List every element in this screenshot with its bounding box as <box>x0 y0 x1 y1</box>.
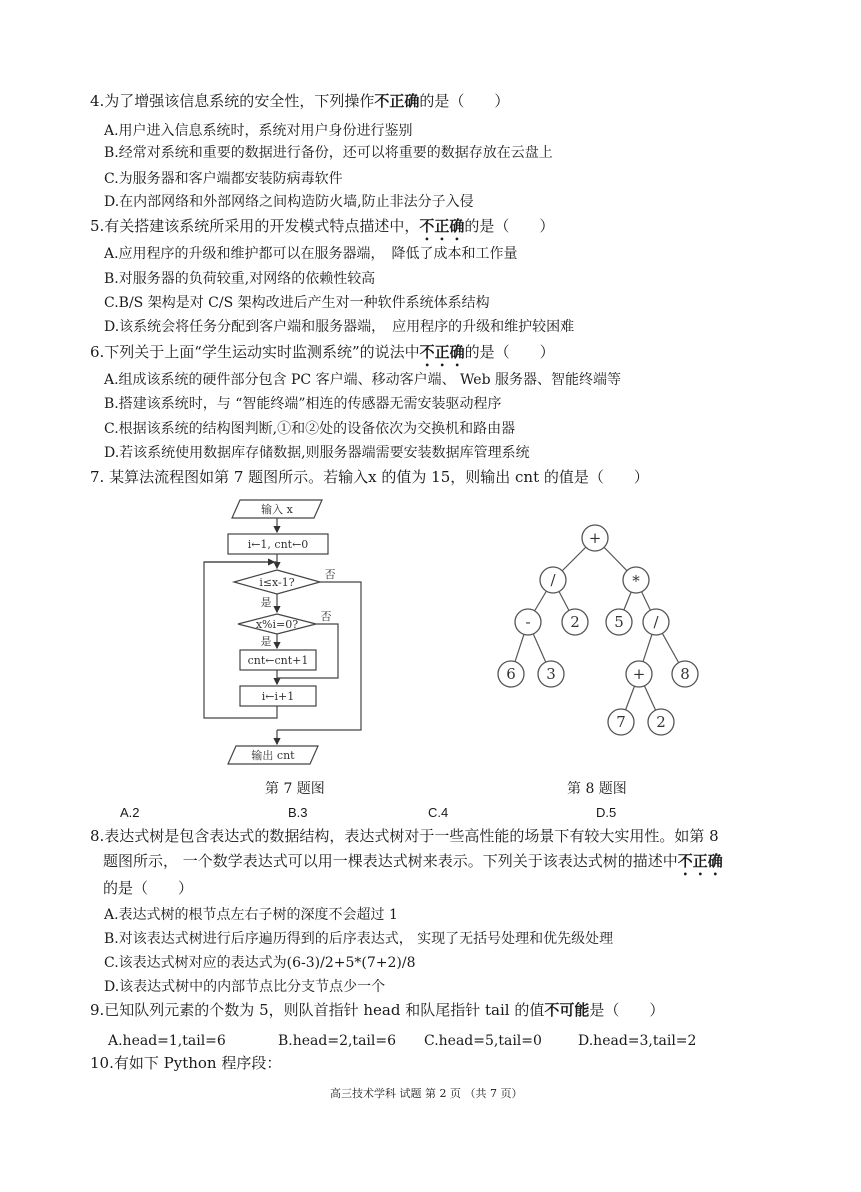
q7-choice-a: A.2 <box>120 805 140 820</box>
q9-option-d: D.head=3,tail=2 <box>578 1033 697 1049</box>
q8-option-c: C.该表达式树对应的表达式为(6-3)/2+5*(7+2)/8 <box>104 955 416 971</box>
flow-cond1-label: i≤x-1? <box>259 576 295 589</box>
q5-option-d: D.该系统会将任务分配到客户端和服务器端， 应用程序的升级和维护较困难 <box>104 319 575 335</box>
q4-option-b: B.经常对系统和重要的数据进行备份，还可以将重要的数据存放在云盘上 <box>104 145 553 161</box>
expression-tree-figure <box>495 514 705 746</box>
tree-node: 5 <box>614 613 624 631</box>
q4-emphasis: 不正确 <box>374 92 420 110</box>
tree-node: * <box>632 572 640 590</box>
q9-option-a: A.head=1,tail=6 <box>108 1033 226 1049</box>
flow-init-label: i←1, cnt←0 <box>247 538 309 551</box>
tree-node-root: + <box>588 529 602 547</box>
q5-option-b: B.对服务器的负荷较重,对网络的依赖性较高 <box>104 271 376 287</box>
q4-option-c: C.为服务器和客户端都安装防病毒软件 <box>104 171 343 187</box>
q8-figure-caption: 第 8 题图 <box>567 781 627 797</box>
tree-node: 7 <box>616 713 626 731</box>
q7-choice-d: D.5 <box>596 805 617 820</box>
tree-node: - <box>525 613 531 631</box>
q6-option-b: B.搭建该系统时，与 “智能终端”相连的传感器无需安装驱动程序 <box>104 396 502 412</box>
q4-stem: 4.为了增强该信息系统的安全性，下列操作不正确的是（ ） <box>90 92 510 110</box>
tree-node: / <box>550 571 556 589</box>
q7-stem: 7. 某算法流程图如第 7 题图所示。若输入x 的值为 15，则输出 cnt 的值是（ ） <box>90 468 649 486</box>
q6-stem: 6.下列关于上面“学生运动实时监测系统”的说法中不正确的是（ ） <box>90 343 555 361</box>
q6-option-c: C.根据该系统的结构图判断,①和②处的设备依次为交换机和路由器 <box>104 421 516 437</box>
tree-node: + <box>632 665 646 683</box>
q7-choice-c: C.4 <box>428 805 449 820</box>
q8-option-a: A.表达式树的根节点左右子树的深度不会超过 1 <box>104 907 398 923</box>
tree-node: / <box>653 613 659 631</box>
q7-choice-b: B.3 <box>288 805 308 820</box>
page-footer: 高三技术学科 试题 第 2 页 （共 7 页） <box>330 1087 523 1100</box>
q8-option-d: D.该表达式树中的内部节点比分支节点少一个 <box>104 979 386 995</box>
q9-stem: 9.已知队列元素的个数为 5，则队首指针 head 和队尾指针 tail 的值不可能是（ ） <box>90 1001 665 1019</box>
flowchart-figure <box>198 494 373 772</box>
flow-step1-label: cnt←cnt+1 <box>247 654 309 667</box>
flow-no2-label: 否 <box>320 610 332 623</box>
q8-emphasis: 不正确 <box>677 852 723 870</box>
q4-option-d: D.在内部网络和外部网络之间构造防火墙,防止非法分子入侵 <box>104 194 474 210</box>
flow-yes1-label: 是 <box>260 596 272 609</box>
flow-yes2-label: 是 <box>260 635 272 648</box>
q5-option-c: C.B/S 架构是对 C/S 架构改进后产生对一种软件系统体系结构 <box>104 295 490 311</box>
q9-option-c: C.head=5,tail=0 <box>424 1033 542 1049</box>
tree-node: 2 <box>570 613 580 631</box>
flow-input-label: 输入 x <box>261 503 293 516</box>
q9-emphasis: 不可能 <box>544 1001 590 1019</box>
q8-option-b: B.对该表达式树进行后序遍历得到的后序表达式， 实现了无括号处理和优先级处理 <box>104 931 614 947</box>
q9-option-b: B.head=2,tail=6 <box>278 1033 397 1049</box>
q4-option-a: A.用户进入信息系统时，系统对用户身份进行鉴别 <box>104 123 413 139</box>
q6-option-d: D.若该系统使用数据库存储数据,则服务器端需要安装数据库管理系统 <box>104 445 530 461</box>
flow-no1-label: 否 <box>324 568 336 581</box>
q5-option-a: A.应用程序的升级和维护都可以在服务器端， 降低了成本和工作量 <box>104 246 518 262</box>
flow-output-label: 输出 cnt <box>251 749 295 762</box>
q6-option-a: A.组成该系统的硬件部分包含 PC 客户端、移动客户端、 Web 服务器、智能终端等 <box>104 372 621 388</box>
q8-stem-line2: 题图所示， 一个数学表达式可以用一棵表达式树来表示。下列关于该表达式树的描述中不正确 <box>103 852 723 870</box>
q5-stem: 5.有关搭建该系统所采用的开发模式特点描述中，不正确的是（ ） <box>90 217 555 235</box>
q5-emphasis: 不正确 <box>419 217 465 235</box>
tree-node: 6 <box>506 665 516 683</box>
q8-stem-line3: 的是（ ） <box>103 879 194 897</box>
tree-node: 2 <box>656 713 666 731</box>
q8-stem-line1: 8.表达式树是包含表达式的数据结构，表达式树对于一些高性能的场景下有较大实用性。如第 8 <box>90 827 719 845</box>
q7-figure-caption: 第 7 题图 <box>265 781 325 797</box>
q6-emphasis: 不正确 <box>419 343 465 361</box>
flow-cond2-label: x%i=0? <box>255 618 299 631</box>
tree-node: 3 <box>546 665 556 683</box>
tree-node: 8 <box>680 665 690 683</box>
flow-step2-label: i←i+1 <box>261 690 295 703</box>
q10-stem: 10.有如下 Python 程序段： <box>90 1054 282 1072</box>
